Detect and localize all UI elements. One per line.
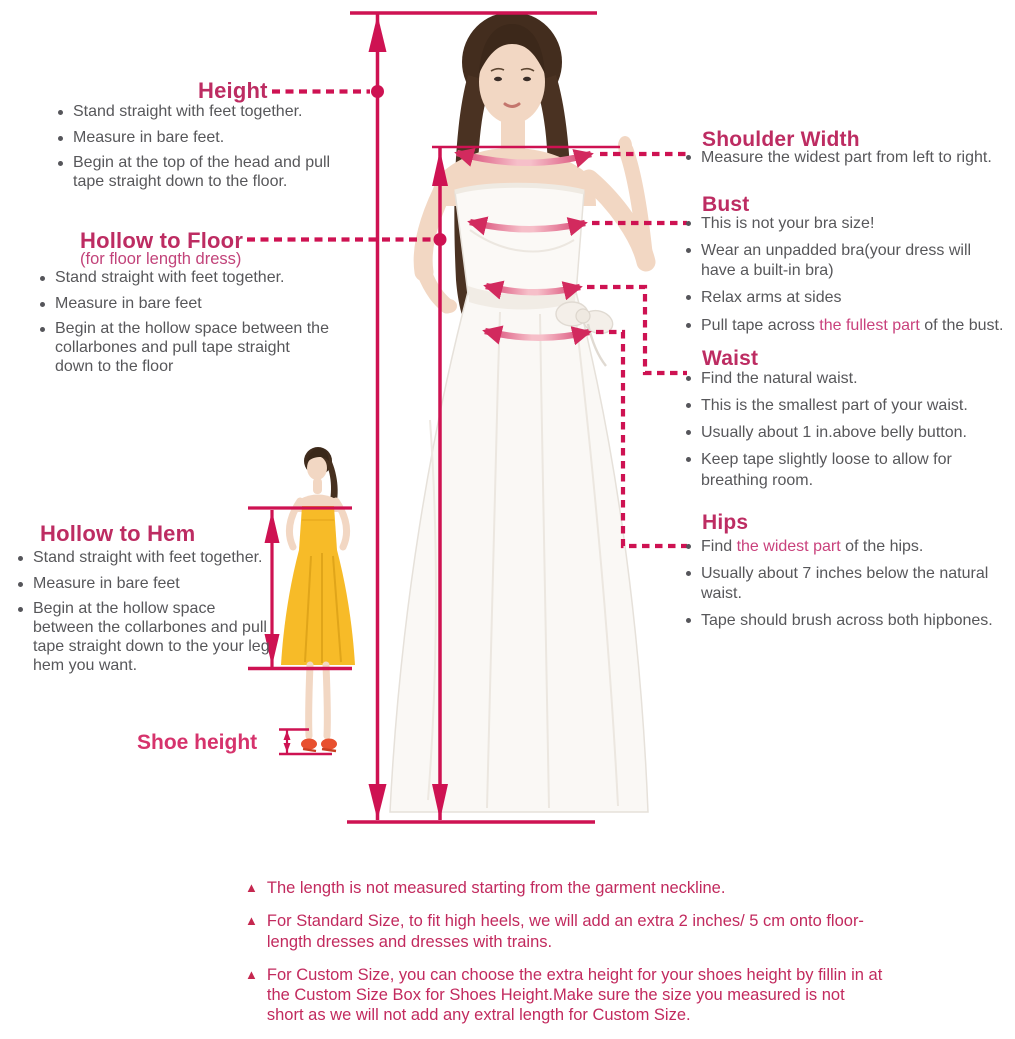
hips-bullet-3: Tape should brush across both hipbones. (701, 612, 993, 630)
bullet-dot (18, 582, 23, 587)
footer-notes (245, 878, 885, 1039)
bullet-dot (686, 295, 691, 300)
bullet-dot (686, 221, 691, 226)
shoulder-width-bullet-1: Measure the widest part from left to right. (701, 149, 992, 166)
bullet-dot (686, 430, 691, 435)
highlighted-phrase: the widest part (736, 538, 841, 555)
waist-bullet-4: Keep tape slightly loose to allow for breathing room. (701, 451, 952, 489)
height-bullet-2: Measure in bare feet. (73, 128, 225, 146)
hollow-to-hem-bullet-2: Measure in bare feet (33, 574, 180, 592)
hips-bullets (686, 537, 1008, 639)
waist-section-title: Waist (702, 347, 759, 370)
bullet-dot (686, 248, 691, 253)
bullet-dot (58, 136, 63, 141)
warning-triangle-icon: ▲ (245, 880, 258, 895)
bullet-dot (40, 327, 45, 332)
bust-bullet-2: Wear an unpadded bra(your dress will have a built-in bra) (701, 242, 972, 280)
bullet-dot (40, 276, 45, 281)
warning-triangle-icon: ▲ (245, 913, 258, 929)
hollow-to-hem-bullet-3: Begin at the hollow space between the collarbones and pull tape straight down to the your leg hem you want. (33, 600, 270, 674)
main-model-figure (390, 12, 648, 812)
bullet-dot (686, 618, 691, 623)
short-dress-model-figure (281, 447, 355, 751)
note-item (245, 878, 885, 898)
waist-bullet-1: Find the natural waist. (701, 370, 858, 387)
hips-bullet-1: Find the widest part of the hips. (701, 538, 924, 555)
height-bullet-1: Stand straight with feet together. (73, 103, 303, 120)
bullet-dot (58, 110, 63, 115)
hips-bullet-2: Usually about 7 inches below the natural waist. (701, 565, 989, 603)
bust-bullet-1: This is not your bra size! (701, 215, 875, 232)
waist-bullets (686, 369, 1008, 498)
hollow-to-floor-subtitle: (for floor length dress) (80, 250, 242, 268)
hollow-to-floor-bullet-1: Stand straight with feet together. (55, 269, 285, 286)
bullet-dot (686, 376, 691, 381)
bust-bullets (686, 214, 1008, 343)
waist-bullet-3: Usually about 1 in.above belly button. (701, 424, 967, 442)
hollow-to-floor-bullet-2: Measure in bare feet (55, 294, 202, 312)
highlighted-phrase: the fullest part (819, 316, 920, 334)
note-text: For Custom Size, you can choose the extra height for your shoes height by fillin in at the Custom Size Box for Shoes Height.Make sure the size you measured is not short as we will not add any extral length for Custom Size. (266, 965, 883, 1025)
bust-bullet-3: Relax arms at sides (701, 289, 842, 307)
bullet-dot (40, 302, 45, 307)
bust-section-title: Bust (702, 193, 750, 216)
height-section-bullets (58, 103, 338, 199)
bust-bullet-4: Pull tape across the fullest part of the bust. (701, 316, 1004, 334)
height-bullet-3: Begin at the top of the head and pull tape straight down to the floor. (73, 154, 331, 191)
hollow-to-floor-bullet-3: Begin at the hollow space between the collarbones and pull tape straight down to the floor (55, 320, 329, 375)
warning-triangle-icon: ▲ (245, 966, 258, 982)
shoulder-width-bullets (686, 148, 1008, 175)
bullet-dot (686, 544, 691, 549)
note-item (245, 911, 885, 952)
hips-section-title: Hips (702, 511, 749, 534)
bullet-dot (686, 403, 691, 408)
hollow-to-floor-section-title: Hollow to Floor (80, 228, 244, 253)
note-text: For Standard Size, to fit high heels, we will add an extra 2 inches/ 5 cm onto floor-length dresses and dresses with trains. (266, 912, 864, 951)
height-section-title: Height (198, 78, 268, 103)
hollow-to-hem-section-title: Hollow to Hem (40, 521, 196, 546)
hollow-to-floor-bullets (40, 269, 330, 384)
note-text: The length is not measured starting from the garment neckline. (266, 879, 726, 897)
note-item (245, 965, 885, 1026)
bullet-dot (686, 457, 691, 462)
bullet-dot (686, 155, 691, 160)
hollow-to-hem-bullets (18, 549, 270, 682)
hollow-to-hem-bullet-1: Stand straight with feet together. (33, 549, 263, 566)
bullet-dot (686, 571, 691, 576)
bullet-dot (58, 161, 63, 166)
bullet-dot (18, 556, 23, 561)
shoe-height-label: Shoe height (137, 731, 258, 754)
bullet-dot (686, 323, 691, 328)
bullet-dot (18, 607, 23, 612)
waist-bullet-2: This is the smallest part of your waist. (701, 397, 968, 415)
shoulder-width-section-title: Shoulder Width (702, 128, 860, 151)
